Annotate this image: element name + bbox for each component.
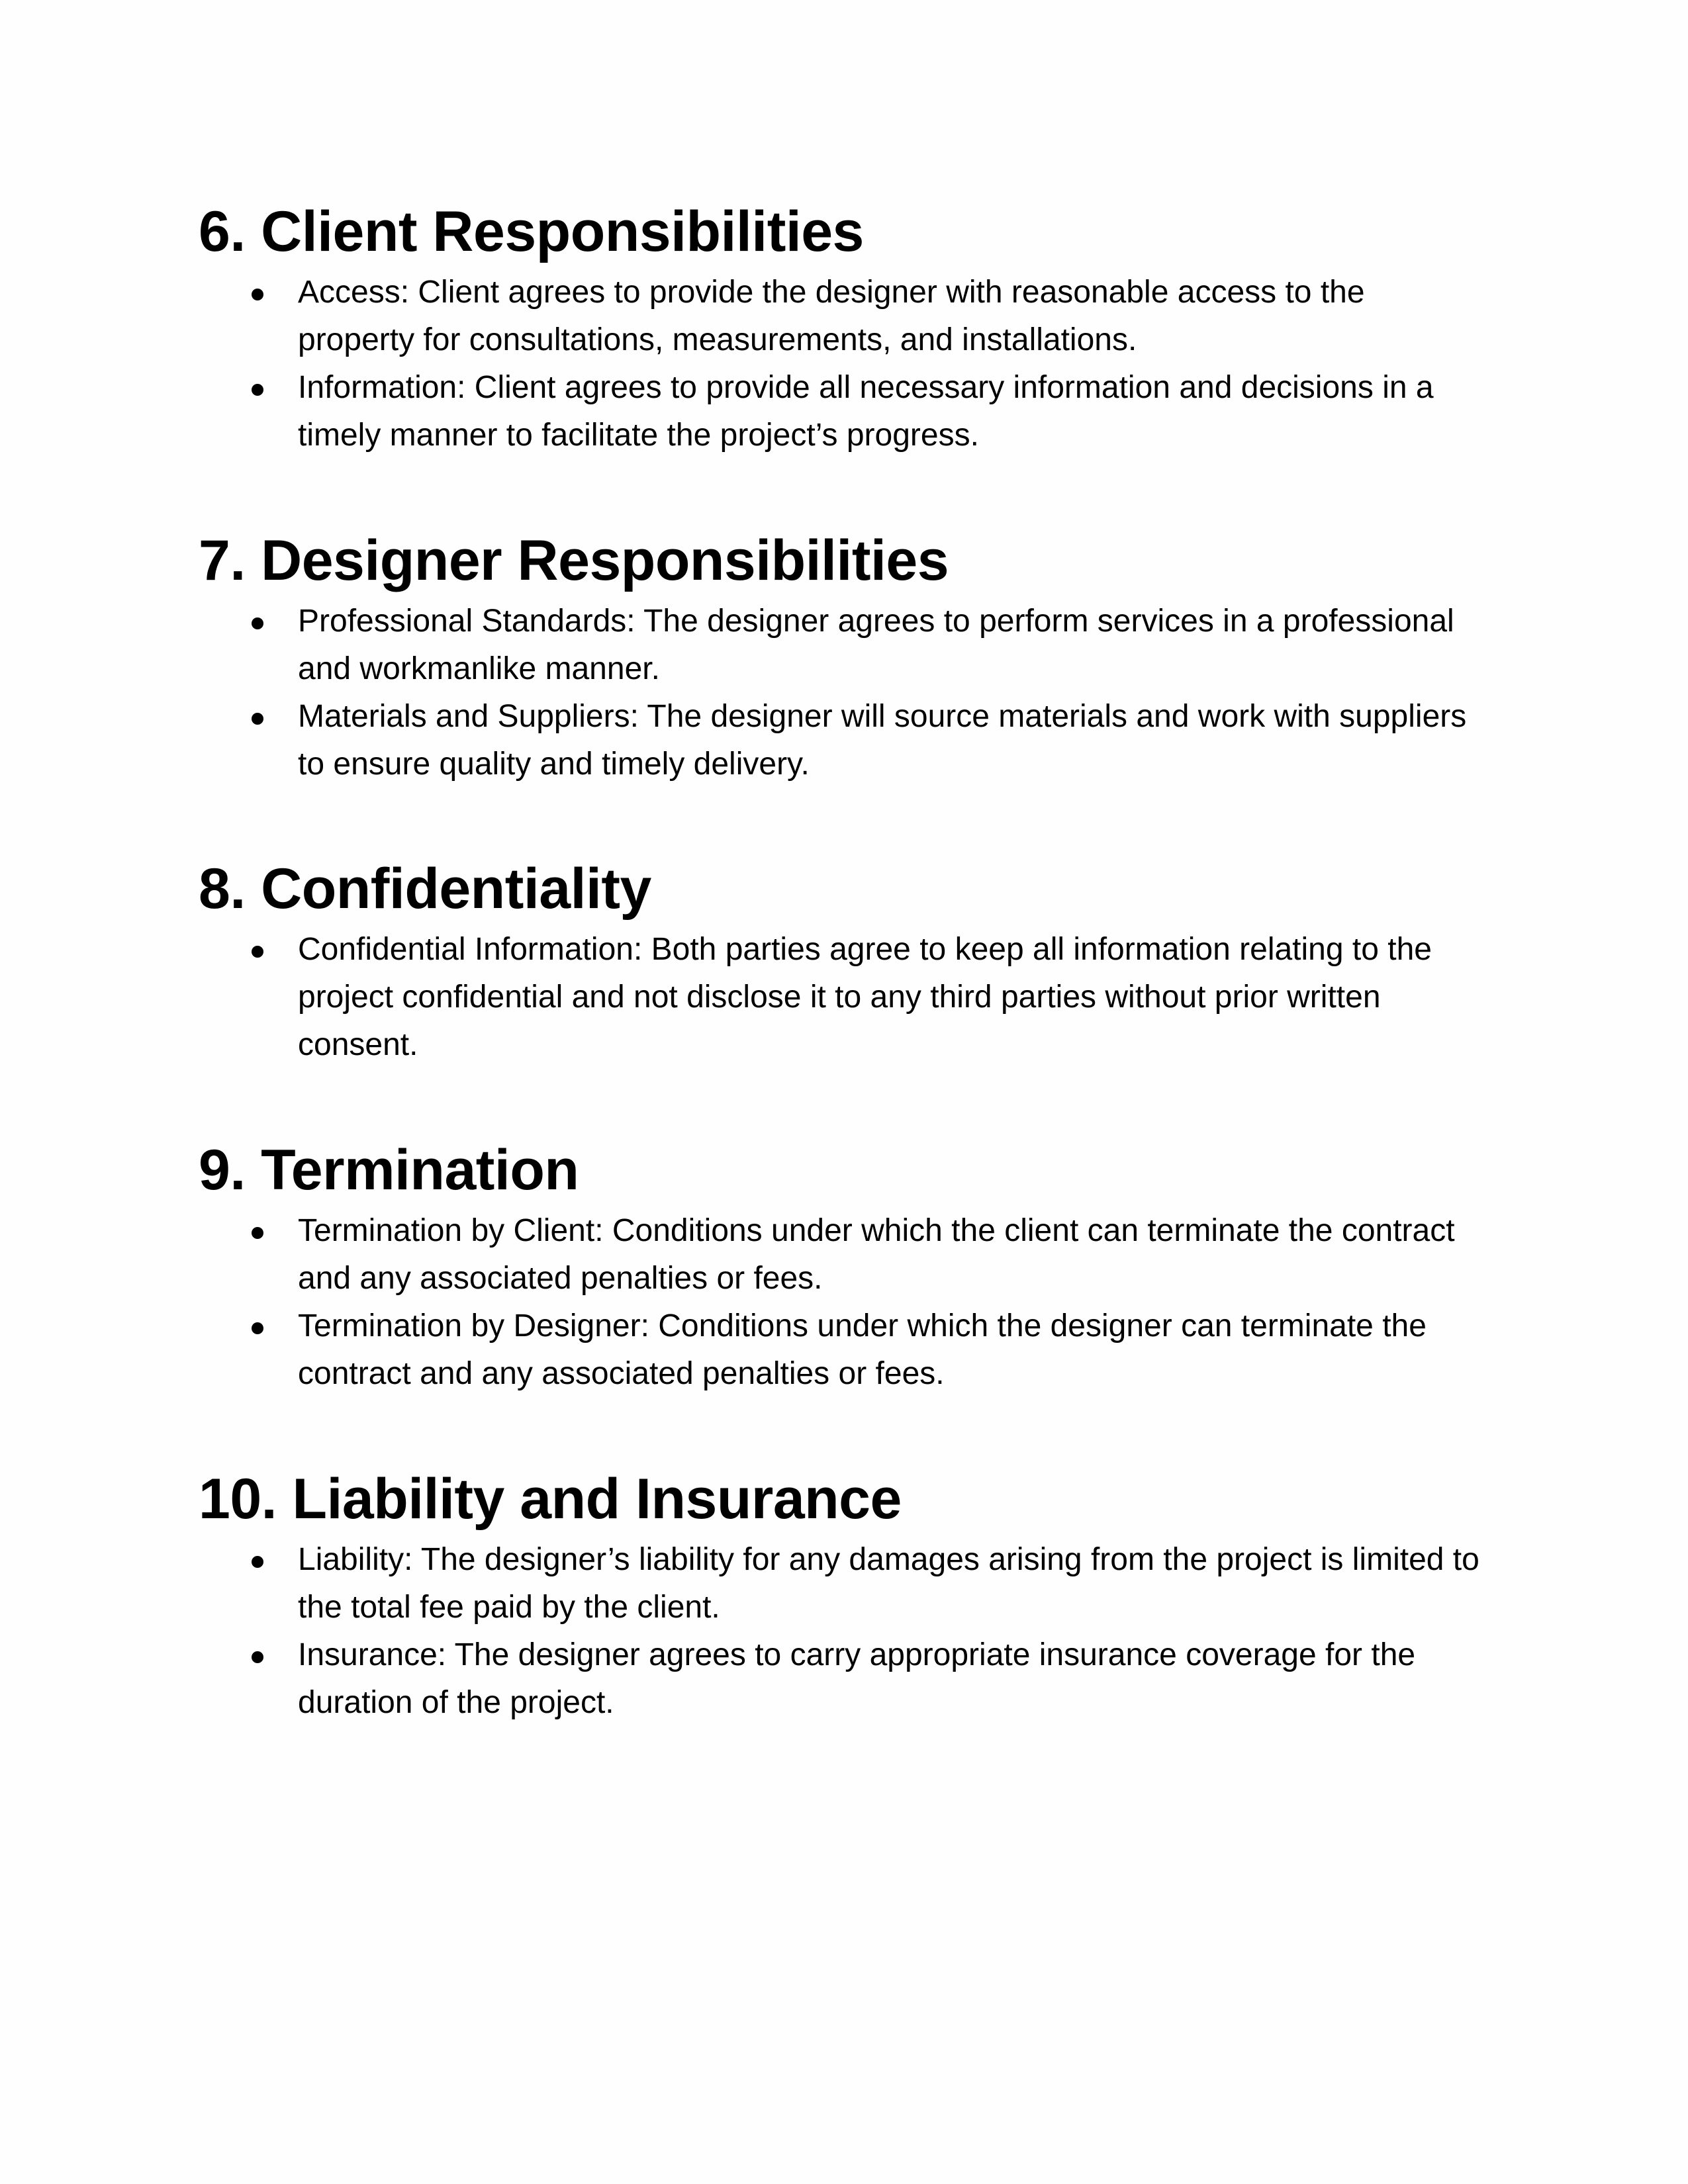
list-item-text: Termination by Client: Conditions under which the client can terminate the contract and any associated penalties or fees.: [298, 1213, 1455, 1296]
list-item-text: Liability: The designer’s liability for any damages arising from the project is limited to the total fee paid by the client.: [298, 1542, 1479, 1625]
list-item: [199, 1302, 1489, 1398]
list-item-text: Professional Standards: The designer agrees to perform services in a professional and workmanlike manner.: [298, 604, 1454, 686]
section-client-responsibilities: [199, 199, 1496, 459]
section-termination: [199, 1137, 1496, 1398]
bullet-icon: [252, 713, 263, 725]
section-liability-insurance: [199, 1466, 1496, 1727]
bullet-icon: [252, 617, 263, 629]
section-designer-responsibilities: [199, 527, 1496, 788]
bullet-icon: [252, 1322, 263, 1334]
section-heading: 6. Client Responsibilities: [199, 200, 864, 263]
section-heading: 7. Designer Responsibilities: [199, 529, 949, 592]
bullet-icon: [252, 289, 263, 300]
list-item: [199, 1536, 1489, 1631]
list-item: [199, 364, 1489, 459]
bullet-list: [199, 926, 1496, 1069]
list-item: [199, 693, 1489, 788]
bullet-icon: [252, 1651, 263, 1663]
bullet-list: [199, 1536, 1496, 1727]
bullet-icon: [252, 384, 263, 396]
section-confidentiality: [199, 856, 1496, 1069]
bullet-list: [199, 269, 1496, 459]
list-item: [199, 1207, 1489, 1302]
list-item-text: Information: Client agrees to provide all necessary information and decisions in a timely manner to facilitate the project’s progress.: [298, 370, 1434, 453]
section-heading: 9. Termination: [199, 1138, 579, 1202]
bullet-icon: [252, 1227, 263, 1239]
bullet-icon: [252, 946, 263, 958]
list-item-text: Materials and Suppliers: The designer will source materials and work with suppliers to ensure quality and timely delivery.: [298, 699, 1467, 782]
bullet-list: [199, 598, 1496, 788]
list-item-text: Termination by Designer: Conditions under which the designer can terminate the contract and any associated penalties or fees.: [298, 1308, 1427, 1391]
bullet-list: [199, 1207, 1496, 1398]
list-item: [199, 926, 1489, 1069]
section-heading: 8. Confidentiality: [199, 857, 651, 921]
bullet-icon: [252, 1556, 263, 1568]
list-item: [199, 269, 1489, 364]
list-item-text: Access: Client agrees to provide the designer with reasonable access to the property for consultations, measurements, and installations.: [298, 275, 1365, 357]
list-item: [199, 598, 1489, 693]
list-item: [199, 1631, 1489, 1727]
list-item-text: Insurance: The designer agrees to carry appropriate insurance coverage for the duration of the project.: [298, 1637, 1416, 1720]
section-heading: 10. Liability and Insurance: [199, 1467, 902, 1531]
list-item-text: Confidential Information: Both parties agree to keep all information relating to the project confidential and not disclose it to any third parties without prior written consent.: [298, 932, 1432, 1062]
